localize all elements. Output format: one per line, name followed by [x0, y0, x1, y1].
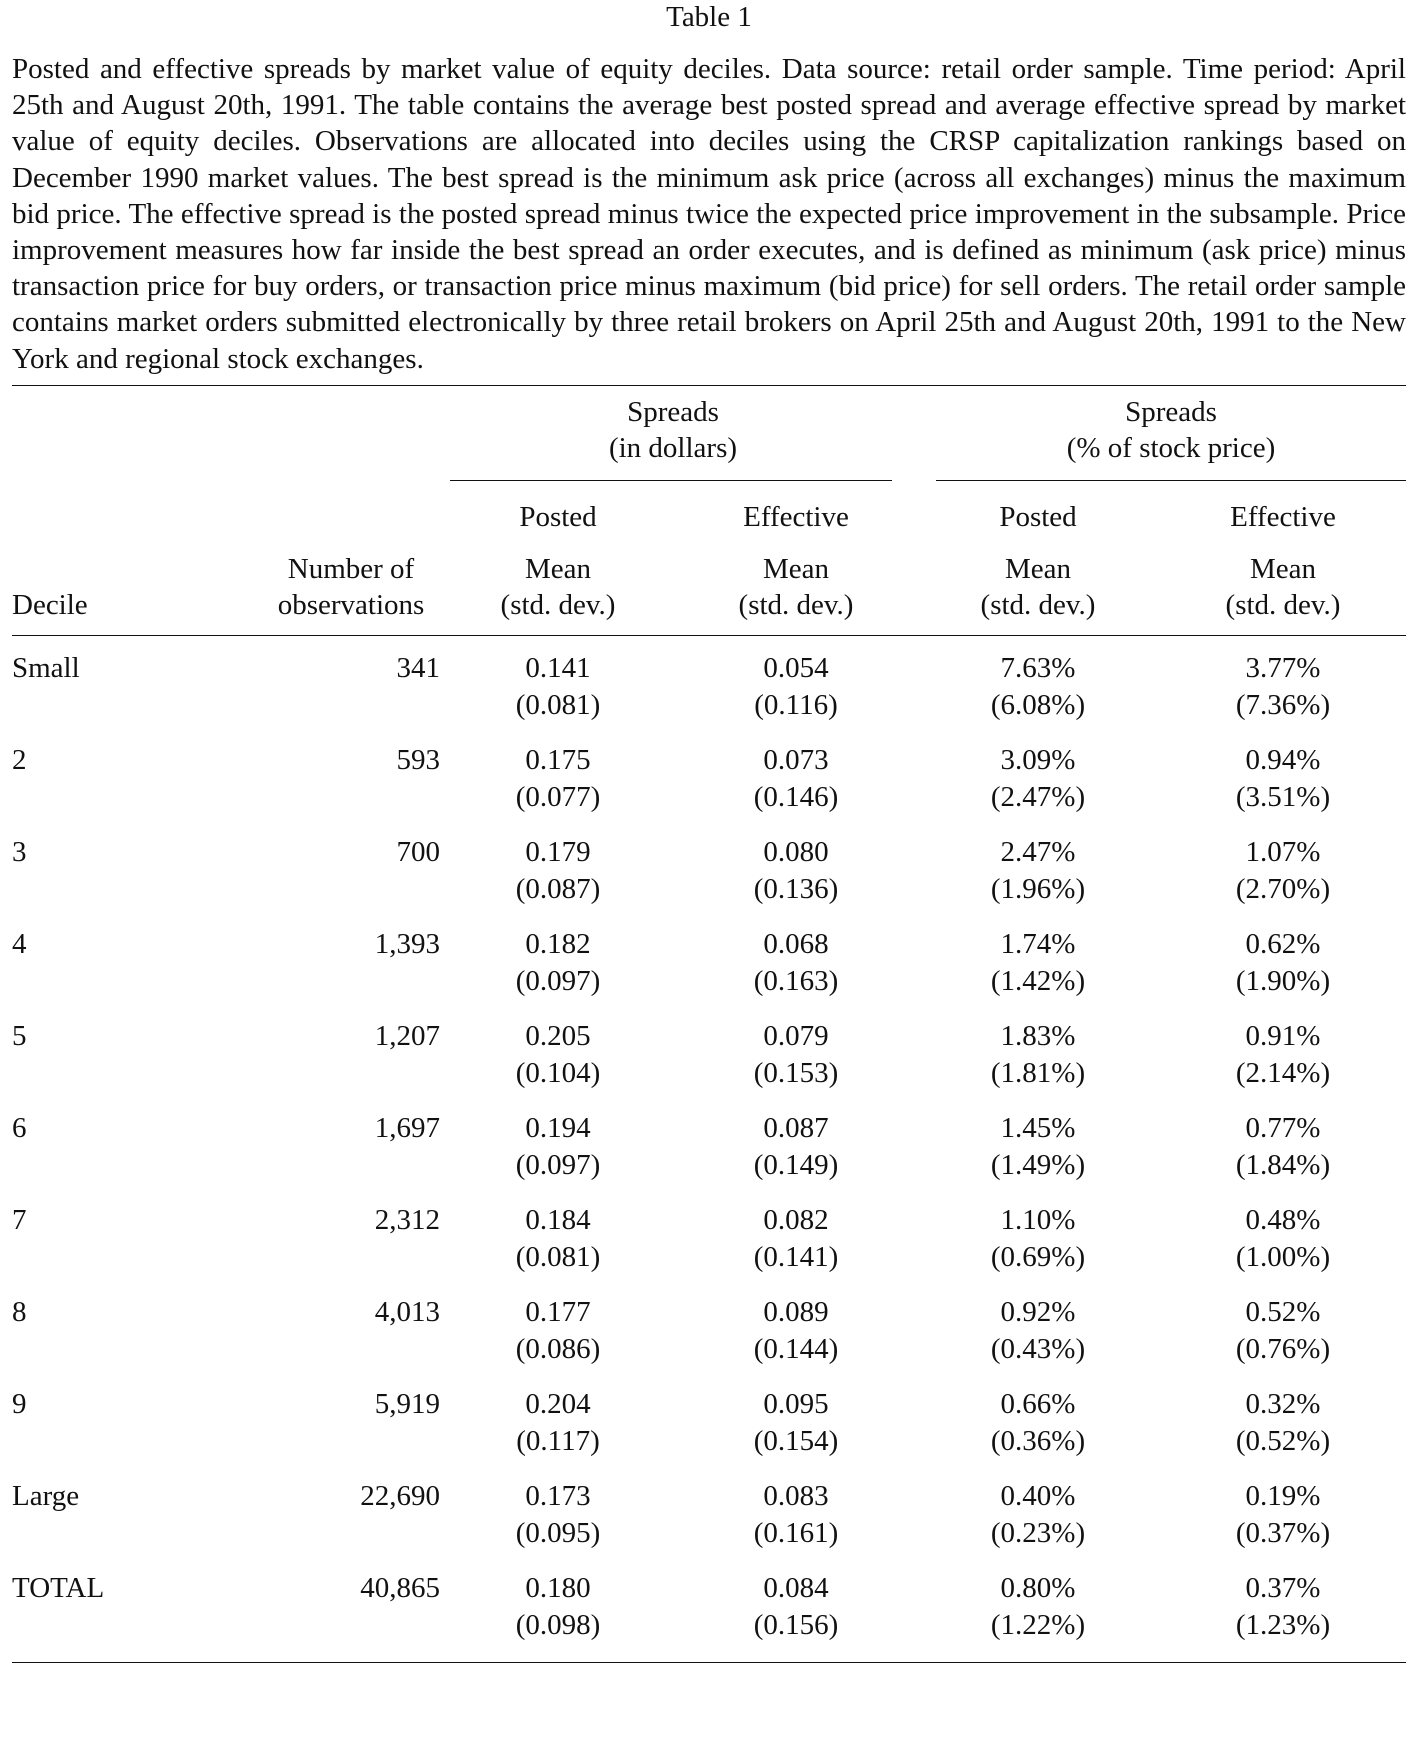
- effective-dollars-cell: [676, 1386, 916, 1478]
- posted-dollars-cell: [440, 1570, 676, 1662]
- effective-pct-label: Effective: [1230, 500, 1336, 533]
- effective-dollars-cell: [676, 650, 916, 742]
- posted-pct-std-dev: (0.36%): [990, 1424, 1086, 1457]
- posted-pct-std-dev: (1.49%): [990, 1148, 1086, 1181]
- effective-pct-cell: [1160, 1202, 1406, 1294]
- effective-dollars-std-dev: (0.136): [753, 872, 839, 905]
- effective-pct-mean: 0.48%: [1245, 1203, 1321, 1236]
- observations-cell: 1,697: [374, 1111, 440, 1144]
- posted-pct-mean-header: [916, 535, 1160, 636]
- effective-dollars-cell: [676, 742, 916, 834]
- posted-pct-mean: 0.66%: [1000, 1387, 1076, 1420]
- observations-cell: 1,393: [374, 927, 440, 960]
- posted-dollars-std-dev: (0.095): [515, 1516, 601, 1549]
- posted-pct-cell: [916, 1018, 1160, 1110]
- table-row: [12, 926, 1406, 1018]
- table-row: [12, 834, 1406, 926]
- posted-dollars-std-dev: (0.098): [515, 1608, 601, 1641]
- posted-dollars-cell: [440, 1478, 676, 1570]
- table-caption: Posted and effective spreads by market value of equity deciles. Data source: retail order sample. Time period: April 25th and August 20th, 1991. The table contains the average best posted spread and average effective spread by market value of equity deciles. Observations are allocated into deciles using the CRSP capitalization rankings based on December 1990 market values. The best spread is the minimum ask price (across all exchanges) minus the maximum bid price. The effective spread is the posted spread minus twice the expected price improvement in the subsample. Price improvement measures how far inside the best spread an order executes, and is defined as minimum (ask price) minus transaction price for buy orders, or transaction price minus maximum (bid price) for sell orders. The retail order sample contains market orders submitted electronically by three retail brokers on April 25th and August 20th, 1991 to the New York and regional stock exchanges.: [12, 53, 1406, 375]
- posted-dollars-std-dev: (0.104): [515, 1056, 601, 1089]
- observations-cell: 1,207: [374, 1019, 440, 1052]
- mean-label: Mean: [1004, 552, 1072, 585]
- effective-dollars-cell: [676, 1110, 916, 1202]
- posted-effective-header-row: [12, 481, 1406, 535]
- posted-dollars-cell: [440, 834, 676, 926]
- posted-dollars-mean: 0.205: [525, 1019, 591, 1052]
- posted-pct-std-dev: (0.69%): [990, 1240, 1086, 1273]
- table-title: Table 1: [666, 1, 752, 33]
- effective-pct-mean: 0.37%: [1245, 1571, 1321, 1604]
- effective-dollars-mean: 0.080: [763, 835, 829, 868]
- group-pct-title: Spreads: [1125, 395, 1217, 428]
- effective-dollars-std-dev: (0.149): [753, 1148, 839, 1181]
- posted-pct-cell: [916, 1202, 1160, 1294]
- posted-pct-cell: [916, 834, 1160, 926]
- effective-pct-mean-header: [1160, 535, 1406, 636]
- posted-dollars-cell: [440, 1202, 676, 1294]
- table-row: [12, 1294, 1406, 1386]
- effective-dollars-mean: 0.054: [763, 651, 829, 684]
- table-row: [12, 1478, 1406, 1570]
- effective-dollars-std-dev: (0.161): [753, 1516, 839, 1549]
- effective-pct-cell: [1160, 1294, 1406, 1386]
- decile-cell: 6: [12, 1111, 27, 1144]
- posted-pct-cell: [916, 1386, 1160, 1478]
- std-label: (std. dev.): [980, 588, 1096, 621]
- effective-pct-cell: [1160, 1570, 1406, 1662]
- posted-dollars-cell: [440, 1110, 676, 1202]
- posted-pct-std-dev: (1.22%): [990, 1608, 1086, 1641]
- std-label: (std. dev.): [1225, 588, 1341, 621]
- effective-dollars-cell: [676, 926, 916, 1018]
- table-row: [12, 1202, 1406, 1294]
- observations-cell: 593: [396, 743, 440, 776]
- posted-dollars-std-dev: (0.097): [515, 964, 601, 997]
- decile-cell: 8: [12, 1295, 27, 1328]
- posted-dollars-mean: 0.177: [525, 1295, 591, 1328]
- posted-dollars-cell: [440, 650, 676, 742]
- posted-dollars-std-dev: (0.097): [515, 1148, 601, 1181]
- posted-pct-mean: 0.80%: [1000, 1571, 1076, 1604]
- posted-dollars-std-dev: (0.081): [515, 1240, 601, 1273]
- decile-cell: 4: [12, 927, 27, 960]
- effective-dollars-std-dev: (0.141): [753, 1240, 839, 1273]
- effective-pct-cell: [1160, 834, 1406, 926]
- effective-pct-cell: [1160, 1386, 1406, 1478]
- posted-pct-cell: [916, 1478, 1160, 1570]
- mean-label: Mean: [762, 552, 830, 585]
- posted-pct-mean: 1.83%: [1000, 1019, 1076, 1052]
- effective-dollars-std-dev: (0.156): [753, 1608, 839, 1641]
- obs-header-line2: observations: [277, 588, 425, 621]
- group-dollars-title: Spreads: [627, 395, 719, 428]
- posted-dollars-cell: [440, 926, 676, 1018]
- group-pct-header: [916, 394, 1406, 481]
- effective-pct-mean: 0.32%: [1245, 1387, 1321, 1420]
- table-row: [12, 742, 1406, 834]
- effective-dollars-mean: 0.084: [763, 1571, 829, 1604]
- posted-pct-mean: 3.09%: [1000, 743, 1076, 776]
- decile-cell: Small: [12, 651, 80, 684]
- posted-pct-cell: [916, 650, 1160, 742]
- effective-pct-std-dev: (0.52%): [1235, 1424, 1331, 1457]
- effective-pct-mean: 0.91%: [1245, 1019, 1321, 1052]
- mean-label: Mean: [1249, 552, 1317, 585]
- posted-pct-mean: 7.63%: [1000, 651, 1076, 684]
- effective-dollars-mean: 0.082: [763, 1203, 829, 1236]
- header-rule-row: [12, 635, 1406, 650]
- posted-dollars-cell: [440, 742, 676, 834]
- posted-dollars-mean: 0.175: [525, 743, 591, 776]
- posted-dollars-mean: 0.179: [525, 835, 591, 868]
- observations-cell: 700: [396, 835, 440, 868]
- posted-pct-std-dev: (0.23%): [990, 1516, 1086, 1549]
- effective-pct-cell: [1160, 1478, 1406, 1570]
- posted-dollars-cell: [440, 1386, 676, 1478]
- effective-pct-mean: 0.19%: [1245, 1479, 1321, 1512]
- decile-cell: 3: [12, 835, 27, 868]
- decile-cell: 5: [12, 1019, 27, 1052]
- decile-header: Decile: [12, 588, 88, 621]
- posted-dollars-mean-header: [440, 535, 676, 636]
- mean-label: Mean: [524, 552, 592, 585]
- table-row: [12, 1386, 1406, 1478]
- effective-dollars-label: Effective: [743, 500, 849, 533]
- posted-pct-std-dev: (0.43%): [990, 1332, 1086, 1365]
- effective-dollars-std-dev: (0.146): [753, 780, 839, 813]
- observations-cell: 5,919: [374, 1387, 440, 1420]
- observations-cell: 22,690: [360, 1479, 440, 1512]
- effective-dollars-std-dev: (0.144): [753, 1332, 839, 1365]
- effective-pct-std-dev: (0.76%): [1235, 1332, 1331, 1365]
- effective-dollars-mean: 0.083: [763, 1479, 829, 1512]
- decile-cell: 7: [12, 1203, 27, 1236]
- posted-dollars-mean: 0.141: [525, 651, 591, 684]
- effective-pct-std-dev: (2.14%): [1235, 1056, 1331, 1089]
- effective-dollars-cell: [676, 1478, 916, 1570]
- effective-dollars-cell: [676, 1018, 916, 1110]
- group-dollars-subtitle: (in dollars): [608, 431, 738, 464]
- group-header-row: [12, 386, 1406, 394]
- std-label: (std. dev.): [500, 588, 616, 621]
- effective-dollars-mean: 0.087: [763, 1111, 829, 1144]
- effective-pct-mean: 0.77%: [1245, 1111, 1321, 1144]
- table-row: [12, 650, 1406, 742]
- effective-dollars-std-dev: (0.154): [753, 1424, 839, 1457]
- posted-dollars-cell: [440, 1294, 676, 1386]
- effective-pct-mean: 0.94%: [1245, 743, 1321, 776]
- observations-cell: 341: [396, 651, 440, 684]
- posted-pct-std-dev: (2.47%): [990, 780, 1086, 813]
- posted-dollars-mean: 0.194: [525, 1111, 591, 1144]
- posted-dollars-cell: [440, 1018, 676, 1110]
- posted-dollars-mean: 0.204: [525, 1387, 591, 1420]
- effective-pct-cell: [1160, 926, 1406, 1018]
- effective-dollars-mean: 0.068: [763, 927, 829, 960]
- posted-dollars-std-dev: (0.081): [515, 688, 601, 721]
- table-row: [12, 1110, 1406, 1202]
- posted-dollars-label: Posted: [519, 500, 597, 533]
- effective-pct-mean: 1.07%: [1245, 835, 1321, 868]
- observations-cell: 40,865: [360, 1571, 440, 1604]
- effective-pct-std-dev: (1.84%): [1235, 1148, 1331, 1181]
- effective-dollars-std-dev: (0.163): [753, 964, 839, 997]
- effective-dollars-cell: [676, 1202, 916, 1294]
- group-pct-subtitle: (% of stock price): [1066, 431, 1276, 464]
- effective-dollars-cell: [676, 1294, 916, 1386]
- effective-dollars-mean: 0.073: [763, 743, 829, 776]
- effective-dollars-cell: [676, 1570, 916, 1662]
- posted-pct-mean: 0.40%: [1000, 1479, 1076, 1512]
- effective-pct-std-dev: (1.23%): [1235, 1608, 1331, 1641]
- decile-cell: TOTAL: [12, 1571, 105, 1604]
- effective-pct-std-dev: (0.37%): [1235, 1516, 1331, 1549]
- decile-cell: Large: [12, 1479, 80, 1512]
- effective-pct-mean: 0.62%: [1245, 927, 1321, 960]
- posted-dollars-mean: 0.184: [525, 1203, 591, 1236]
- posted-pct-std-dev: (1.42%): [990, 964, 1086, 997]
- effective-pct-std-dev: (2.70%): [1235, 872, 1331, 905]
- effective-pct-std-dev: (1.90%): [1235, 964, 1331, 997]
- posted-dollars-mean: 0.173: [525, 1479, 591, 1512]
- posted-pct-std-dev: (6.08%): [990, 688, 1086, 721]
- posted-dollars-std-dev: (0.087): [515, 872, 601, 905]
- spreads-table: [12, 386, 1406, 1662]
- paper-page: [12, 0, 1406, 1663]
- effective-pct-cell: [1160, 650, 1406, 742]
- decile-cell: 2: [12, 743, 27, 776]
- posted-pct-label: Posted: [999, 500, 1077, 533]
- effective-pct-mean: 0.52%: [1245, 1295, 1321, 1328]
- effective-pct-mean: 3.77%: [1245, 651, 1321, 684]
- posted-dollars-std-dev: (0.086): [515, 1332, 601, 1365]
- effective-dollars-mean: 0.095: [763, 1387, 829, 1420]
- column-header-row: [12, 535, 1406, 636]
- effective-dollars-std-dev: (0.153): [753, 1056, 839, 1089]
- posted-pct-mean: 2.47%: [1000, 835, 1076, 868]
- table-row: [12, 1570, 1406, 1662]
- group-dollars-header: [440, 394, 916, 481]
- posted-pct-std-dev: (1.96%): [990, 872, 1086, 905]
- effective-dollars-mean: 0.079: [763, 1019, 829, 1052]
- observations-cell: 2,312: [374, 1203, 440, 1236]
- std-label: (std. dev.): [738, 588, 854, 621]
- obs-header: [242, 535, 440, 636]
- posted-pct-mean: 1.74%: [1000, 927, 1076, 960]
- posted-pct-std-dev: (1.81%): [990, 1056, 1086, 1089]
- effective-pct-std-dev: (3.51%): [1235, 780, 1331, 813]
- posted-pct-cell: [916, 1110, 1160, 1202]
- effective-pct-std-dev: (7.36%): [1235, 688, 1331, 721]
- effective-pct-cell: [1160, 1018, 1406, 1110]
- posted-pct-cell: [916, 1570, 1160, 1662]
- posted-dollars-std-dev: (0.077): [515, 780, 601, 813]
- posted-dollars-mean: 0.180: [525, 1571, 591, 1604]
- observations-cell: 4,013: [374, 1295, 440, 1328]
- effective-pct-cell: [1160, 1110, 1406, 1202]
- posted-pct-mean: 1.10%: [1000, 1203, 1076, 1236]
- posted-pct-mean: 1.45%: [1000, 1111, 1076, 1144]
- group-header-row: [12, 394, 1406, 481]
- effective-pct-cell: [1160, 742, 1406, 834]
- effective-dollars-mean-header: [676, 535, 916, 636]
- table-bottom-rule: [12, 1662, 1406, 1663]
- posted-pct-mean: 0.92%: [1000, 1295, 1076, 1328]
- effective-dollars-cell: [676, 834, 916, 926]
- posted-pct-cell: [916, 926, 1160, 1018]
- posted-pct-cell: [916, 742, 1160, 834]
- obs-header-line1: Number of: [287, 552, 415, 585]
- posted-pct-cell: [916, 1294, 1160, 1386]
- table-row: [12, 1018, 1406, 1110]
- posted-dollars-mean: 0.182: [525, 927, 591, 960]
- posted-dollars-std-dev: (0.117): [516, 1424, 600, 1457]
- effective-dollars-std-dev: (0.116): [754, 688, 838, 721]
- effective-dollars-mean: 0.089: [763, 1295, 829, 1328]
- decile-cell: 9: [12, 1387, 27, 1420]
- effective-pct-std-dev: (1.00%): [1235, 1240, 1331, 1273]
